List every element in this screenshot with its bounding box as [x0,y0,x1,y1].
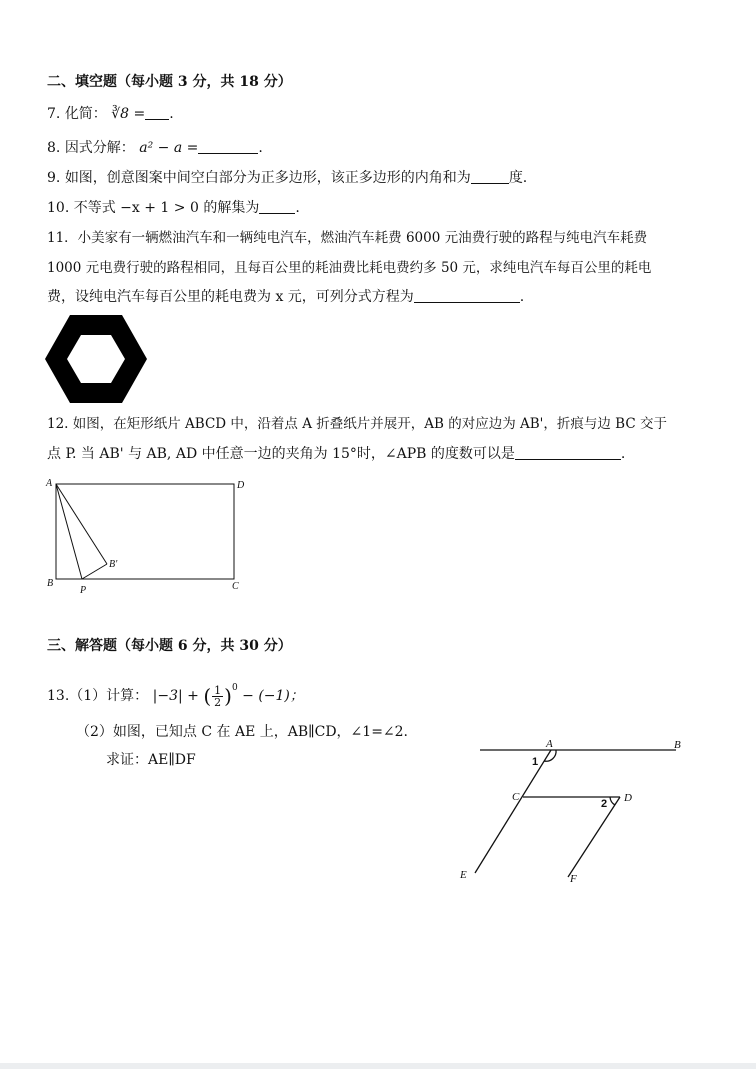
question-13-proof-goal: 求证：AE∥DF [106,752,196,768]
angle-2-label: 2 [601,798,608,810]
label-d: D [237,480,245,491]
q8-number: 8. [47,140,61,156]
q10-number: 10. [47,200,70,216]
label-c: C [512,791,520,803]
section2-title: 二、填空题（每小题 3 分，共 18 分） [47,74,292,90]
q10-end: . [295,200,300,216]
q9-number: 9. [47,170,61,186]
q11-answer-blank[interactable] [414,288,520,303]
q13-1-fraction [212,685,223,708]
label-b: B [47,578,54,589]
label-e: E [460,869,467,881]
line-df [568,797,620,877]
question-9 [47,168,527,188]
q13-1-tail: − (−1)； [242,688,304,704]
question-7 [47,104,174,124]
label-b-prime: B' [109,559,118,570]
q8-answer-blank[interactable] [198,139,258,154]
q11-line3-text: 费，设纯电汽车每百公里的耗电费为 x 元，可列分式方程为 [47,289,414,305]
line-ae [475,750,551,873]
q12-end: . [620,446,626,462]
question-11-line1: 11．小美家有一辆燃油汽车和一辆纯电汽车，燃油汽车耗费 6000 元油费行驶的路程与纯电汽车耗费 [47,230,648,246]
rectangle-abcd [56,484,234,579]
question-13-part1 [47,676,304,709]
question-12-line2 [47,444,625,464]
q11-end: . [519,289,525,305]
q7-expression: ∛8 = [111,106,146,122]
q13-1-open-paren: ( [203,684,212,708]
question-11-line3 [47,287,524,307]
question-12-line1: 12. 如图，在矩形纸片 ABCD 中，沿着点 A 折叠纸片并展开，AB 的对应边为 AB'，折痕与边 BC 交于 [47,416,667,432]
section3-title: 三、解答题（每小题 6 分，共 30 分） [47,638,292,654]
question-8 [47,138,263,158]
q13-1-frac-den: 2 [214,695,222,709]
label-a: A [546,738,553,750]
q10-answer-blank[interactable] [259,199,295,214]
label-f: F [570,873,577,885]
q7-number: 7. [47,106,61,122]
q13-1-exponent: 0 [231,683,238,693]
label-c: C [232,581,239,592]
q9-answer-blank[interactable] [471,169,509,184]
hexagon-pattern-figure [45,315,147,403]
rectangle-fold-figure [44,476,254,598]
fold-line-ap [56,484,82,579]
q13-1-abs-term: |−3| + [152,688,199,704]
label-b: B [674,739,681,751]
q13-1-frac-num: 1 [214,683,222,697]
label-a: A [46,478,53,489]
angle-1-label: 1 [532,756,539,768]
label-p: P [80,585,87,596]
q8-end: . [258,140,263,156]
segment-ab-prime [56,484,107,564]
page-bottom-edge [0,1063,756,1069]
q12-answer-blank[interactable] [515,445,621,460]
q8-expression: a² − a = [139,140,199,156]
question-10 [47,198,300,218]
q8-text: 因式分解： [64,140,135,156]
question-13-part2: （2）如图，已知点 C 在 AE 上，AB∥CD，∠1=∠2. [76,724,409,740]
q9-text: 如图，创意图案中间空白部分为正多边形，该正多边形的内角和为 [64,170,471,186]
q9-unit: 度. [508,170,528,186]
angle-2-arc [610,797,615,805]
parallel-lines-figure [458,735,688,885]
hexagon-ring-shape [45,315,147,403]
q7-end: . [169,106,174,122]
q7-text: 化简： [64,106,107,122]
label-d: D [624,792,632,804]
question-11-line2: 1000 元电费行驶的路程相同，且每百公里的耗油费比耗电费约多 50 元，求纯电汽车每百公里的耗电 [47,260,652,276]
q12-line2-text: 点 P. 当 AB' 与 AB, AD 中任意一边的夹角为 15°时，∠APB 的度数可以是 [47,446,515,462]
q7-answer-blank[interactable] [145,105,169,120]
q10-text: 不等式 −x + 1 > 0 的解集为 [73,200,260,216]
segment-p-b-prime [82,564,107,579]
q13-1-close-paren: ) [224,684,232,708]
q13-1-label: 13.（1）计算： [47,688,149,704]
